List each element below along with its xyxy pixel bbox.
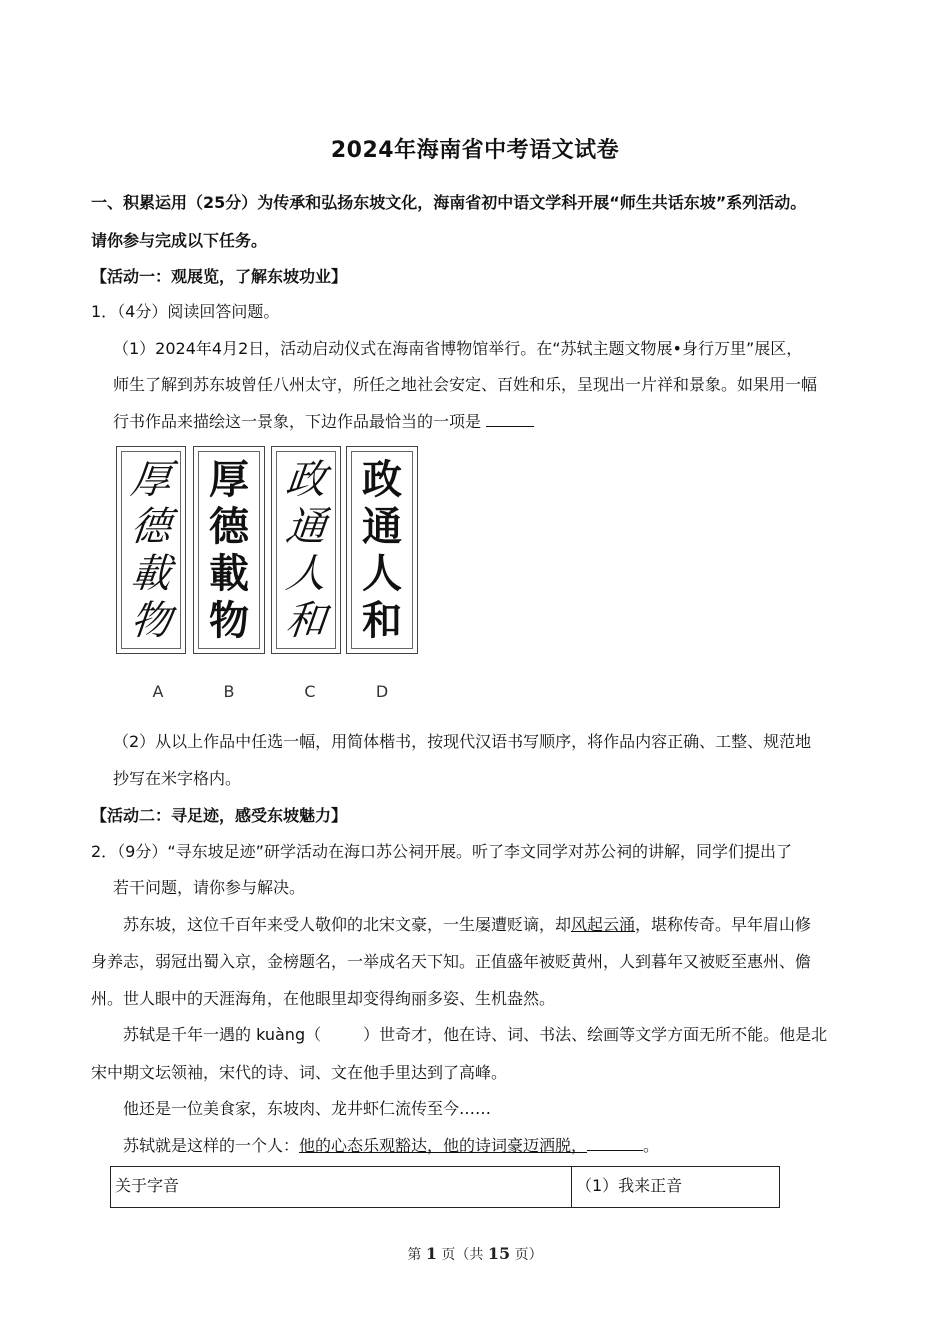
para-text: ）世奇才，他在诗、词、书法、绘画等文学方面无所不能。他是北 (363, 1025, 828, 1044)
calligraphy-char: 人 (362, 549, 402, 597)
underlined-idiom: 风起云涌 (571, 915, 636, 934)
calligraphy-char: 物 (128, 597, 174, 644)
calligraphy-char: 德 (209, 502, 249, 550)
q2-stem-line1: 2．（9分）“寻东坡足迹”研学活动在海口苏公祠开展。听了李文同学对苏公祠的讲解，同学们提出了 (91, 842, 792, 861)
footer-text: 页） (510, 1247, 543, 1263)
answer-blank[interactable] (486, 412, 534, 427)
para-text: 苏东坡，这位千百年来受人敬仰的北宋文豪，一生屡遭贬谪，却 (123, 915, 572, 934)
q2-para2-line2: 宋中期文坛领袖，宋代的诗、词、文在他手里达到了高峰。 (91, 1063, 508, 1082)
footer-text: 页（共 (436, 1247, 488, 1263)
calligraphy-panel-b (193, 446, 265, 654)
question-table (110, 1166, 780, 1208)
footer-text: 第 (407, 1247, 426, 1263)
para-text: 苏轼是千年一遇的 kuàng（ (123, 1025, 322, 1044)
activity1-heading: 【活动一：观展览，了解东坡功业】 (91, 267, 348, 286)
calligraphy-char: 物 (209, 596, 249, 644)
option-label-b: B (223, 682, 235, 701)
total-pages: 15 (487, 1244, 511, 1263)
q2-stem-line2: 若干问题，请你参与解决。 (113, 878, 306, 897)
page-footer (0, 1244, 950, 1264)
calligraphy-char: 德 (128, 503, 174, 550)
option-label-c: C (304, 682, 316, 701)
table-row (111, 1167, 780, 1208)
para-text: ，堪称传奇。早年眉山修 (635, 915, 812, 934)
calligraphy-char: 和 (283, 597, 329, 644)
calligraphy-char: 厚 (209, 455, 249, 503)
q2-para1-line3: 州。世人眼中的天涯海角，在他眼里却变得绚丽多姿、生机盎然。 (91, 989, 556, 1008)
page-title: 2024年海南省中考语文试卷 (330, 138, 620, 163)
q1-part1-line3-text: 行书作品来描绘这一景象，下边作品最恰当的一项是 (113, 412, 482, 431)
calligraphy-char: 人 (283, 550, 329, 597)
q2-para4 (123, 1135, 659, 1157)
calligraphy-char: 載 (209, 549, 249, 597)
calligraphy-char: 政 (283, 456, 329, 503)
calligraphy-char: 載 (128, 550, 174, 597)
calligraphy-panel-a (116, 446, 186, 654)
table-cell: 关于字音 (111, 1167, 572, 1208)
calligraphy-char: 通 (283, 503, 329, 550)
para-text: 苏轼就是这样的一个人： (123, 1136, 300, 1155)
answer-blank[interactable] (587, 1136, 643, 1151)
q2-para3: 他还是一位美食家，东坡肉、龙井虾仁流传至今…… (123, 1099, 492, 1118)
calligraphy-char: 和 (362, 596, 402, 644)
calligraphy-panel-d (346, 446, 418, 654)
q1-part1-line2: 师生了解到苏东坡曾任八州太守，所任之地社会安定、百姓和乐，呈现出一片祥和景象。如果用一幅 (113, 375, 818, 394)
q2-para1-line2: 身养志，弱冠出蜀入京，金榜题名，一举成名天下知。正值盛年被贬黄州，人到暮年又被贬至惠州、儋 (91, 952, 812, 971)
section1-heading-cont: 请你参与完成以下任务。 (91, 231, 268, 250)
calligraphy-char: 通 (362, 502, 402, 550)
q2-para2-line1 (123, 1024, 827, 1046)
section1-heading: 一、积累运用（25分）为传承和弘扬东坡文化，海南省初中语文学科开展“师生共话东坡”系列活动。 (91, 193, 807, 212)
q1-stem: 1．（4分）阅读回答问题。 (91, 302, 280, 321)
table-cell: （1）我来正音 (572, 1167, 780, 1208)
q2-para1-line1 (123, 914, 811, 936)
calligraphy-options (116, 446, 422, 704)
underlined-sentence: 他的心态乐观豁达，他的诗词豪迈洒脱， (299, 1136, 588, 1155)
q1-part2-line1: （2）从以上作品中任选一幅，用简体楷书，按现代汉语书写顺序，将作品内容正确、工整、规范地 (113, 732, 812, 751)
q1-part2-line2: 抄写在米字格内。 (113, 769, 242, 788)
para-text: 。 (643, 1136, 660, 1155)
option-label-a: A (152, 682, 164, 701)
q1-part1-line3 (113, 411, 534, 433)
page-number: 1 (425, 1244, 437, 1263)
option-label-d: D (375, 682, 389, 701)
calligraphy-char: 厚 (128, 456, 174, 503)
q1-part1-line1: （1）2024年4月2日，活动启动仪式在海南省博物馆举行。在“苏轼主题文物展•身行万里”展区， (113, 339, 803, 358)
calligraphy-panel-c (271, 446, 341, 654)
calligraphy-char: 政 (362, 455, 402, 503)
activity2-heading: 【活动二：寻足迹，感受东坡魅力】 (91, 806, 348, 825)
